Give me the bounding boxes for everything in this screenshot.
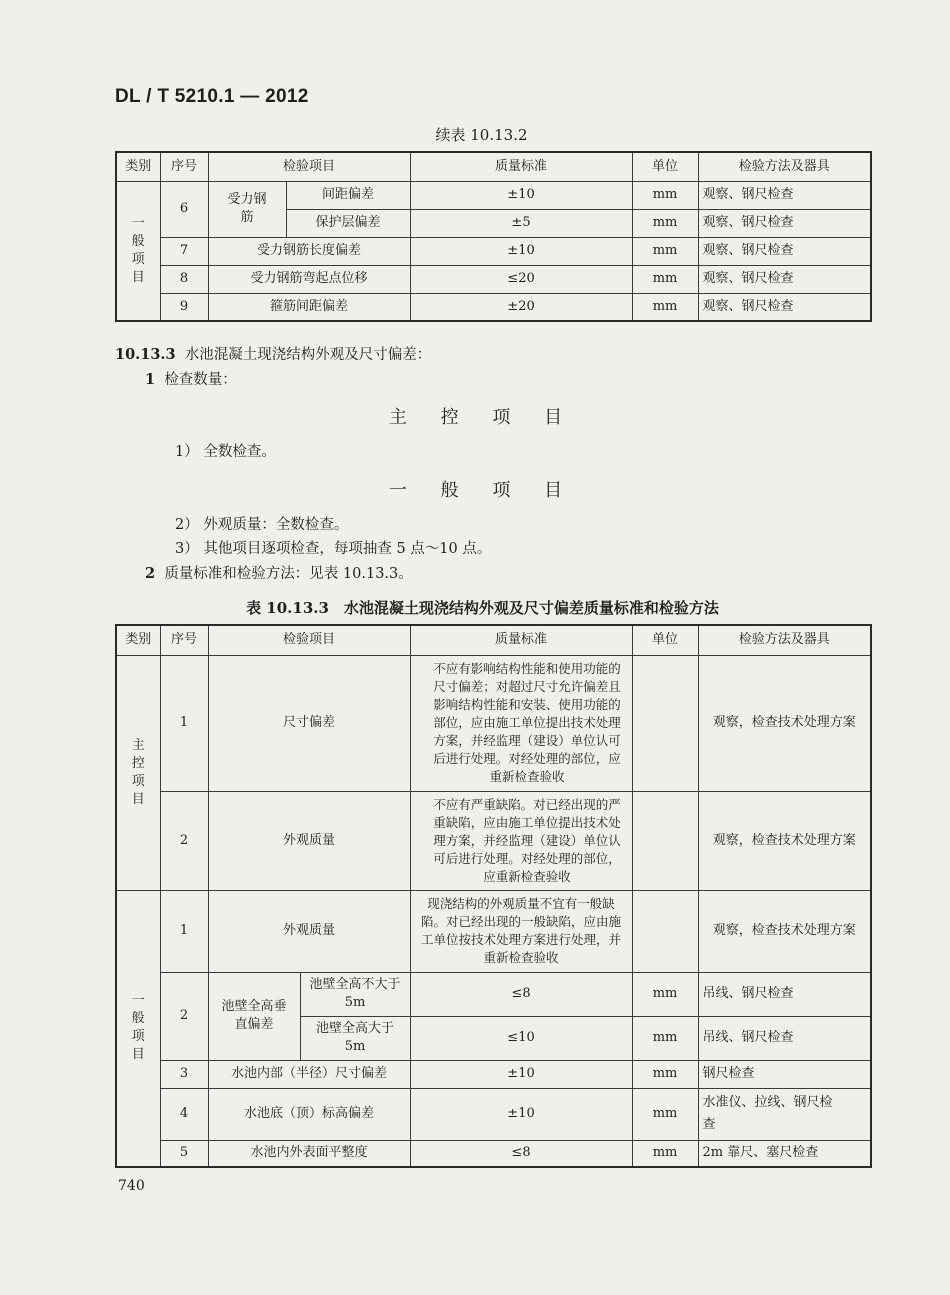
standard-cell: ≤8 — [410, 972, 632, 1016]
method-cell: 观察，检查技术处理方案 — [698, 791, 871, 890]
sub-item-3: 3） 其他项目逐项检查，每项抽查 5 点～10 点。 — [175, 541, 492, 557]
method-cell: 2m 靠尺、塞尺检查 — [698, 1140, 871, 1167]
standard-cell: ≤8 — [410, 1140, 632, 1167]
item-cell: 外观质量 — [208, 791, 410, 890]
header-item: 检验项目 — [208, 625, 410, 655]
standard-cell: ±5 — [410, 209, 632, 237]
unit-cell: mm — [632, 181, 698, 209]
standard-cell: ≤20 — [410, 265, 632, 293]
row-number: 3 — [160, 1060, 208, 1088]
standard-cell: 不应有严重缺陷。对已经出现的严重缺陷，应由施工单位提出技术处理方案，并经监理（建设）单位认可后进行处理。对经处理的部位，应重新检查验收 — [410, 791, 632, 890]
table-row — [116, 293, 871, 321]
method-cell: 观察、钢尺检查 — [698, 293, 871, 321]
row-number: 4 — [160, 1088, 208, 1140]
method-cell: 吊线、钢尺检查 — [698, 1016, 871, 1060]
sub-item-2: 2） 外观质量：全数检查。 — [175, 517, 349, 533]
standard-cell: ±10 — [410, 181, 632, 209]
header-standard: 质量标准 — [410, 152, 632, 181]
method-cell: 观察，检查技术处理方案 — [698, 890, 871, 972]
standard-cell: ≤10 — [410, 1016, 632, 1060]
item-2 — [145, 562, 413, 583]
table2 — [115, 624, 872, 1168]
unit-cell: mm — [632, 972, 698, 1016]
unit-cell: mm — [632, 1060, 698, 1088]
method-cell: 观察、钢尺检查 — [698, 181, 871, 209]
group-cell: 受力钢筋 — [208, 181, 286, 237]
header-standard: 质量标准 — [410, 625, 632, 655]
item-cell: 间距偏差 — [286, 181, 410, 209]
sub-item-1: 1） 全数检查。 — [175, 444, 276, 460]
row-number: 1 — [160, 890, 208, 972]
item-cell: 受力钢筋弯起点位移 — [208, 265, 410, 293]
item-number: 1 — [145, 371, 156, 388]
unit-cell: mm — [632, 237, 698, 265]
table1 — [115, 151, 872, 322]
header-method: 检验方法及器具 — [698, 625, 871, 655]
header-no: 序号 — [160, 152, 208, 181]
document-header: DL / T 5210.1 — 2012 — [115, 86, 309, 107]
standard-cell: ±10 — [410, 237, 632, 265]
table-row — [116, 1060, 871, 1088]
unit-cell — [632, 890, 698, 972]
unit-cell: mm — [632, 209, 698, 237]
item-cell: 水池内外表面平整度 — [208, 1140, 410, 1167]
row-number: 7 — [160, 237, 208, 265]
row-number: 8 — [160, 265, 208, 293]
table-row — [116, 655, 871, 791]
standard-cell: ±10 — [410, 1088, 632, 1140]
row-number: 5 — [160, 1140, 208, 1167]
method-cell: 观察、钢尺检查 — [698, 209, 871, 237]
standard-cell: ±10 — [410, 1060, 632, 1088]
method-cell: 观察，检查技术处理方案 — [698, 655, 871, 791]
table-row — [116, 890, 871, 972]
method-cell: 吊线、钢尺检查 — [698, 972, 871, 1016]
table-row — [116, 265, 871, 293]
row-number: 9 — [160, 293, 208, 321]
table-row — [116, 972, 871, 1016]
item-text: 质量标准和检验方法：见表 10.13.3。 — [164, 566, 413, 582]
table2-caption: 表 10.13.3 水池混凝土现浇结构外观及尺寸偏差质量标准和检验方法 — [246, 599, 719, 617]
table-row — [116, 791, 871, 890]
page-number: 740 — [118, 1178, 145, 1194]
table1-caption: 续表 10.13.2 — [435, 126, 528, 144]
category-cell: 一般项目 — [116, 181, 160, 321]
item-number: 2 — [145, 565, 156, 582]
method-cell: 观察、钢尺检查 — [698, 237, 871, 265]
table-row — [116, 237, 871, 265]
item-cell: 水池内部（半径）尺寸偏差 — [208, 1060, 410, 1088]
row-number: 1 — [160, 655, 208, 791]
standard-cell: ±20 — [410, 293, 632, 321]
row-number: 2 — [160, 972, 208, 1060]
method-cell: 钢尺检查 — [698, 1060, 871, 1088]
header-method: 检验方法及器具 — [698, 152, 871, 181]
header-category: 类别 — [116, 625, 160, 655]
item-cell: 池壁全高不大于5m — [300, 972, 410, 1016]
unit-cell: mm — [632, 1140, 698, 1167]
category-cell: 主控项目 — [116, 655, 160, 890]
header-unit: 单位 — [632, 625, 698, 655]
table-row — [116, 1088, 871, 1140]
table-row — [116, 1140, 871, 1167]
method-cell: 水准仪、拉线、钢尺检查 — [698, 1088, 871, 1140]
section-title: 水池混凝土现浇结构外观及尺寸偏差： — [184, 347, 432, 363]
item-text: 检查数量： — [164, 372, 237, 388]
item-cell: 受力钢筋长度偏差 — [208, 237, 410, 265]
unit-cell: mm — [632, 1016, 698, 1060]
item-cell: 尺寸偏差 — [208, 655, 410, 791]
row-number: 6 — [160, 181, 208, 237]
header-no: 序号 — [160, 625, 208, 655]
item-cell: 箍筋间距偏差 — [208, 293, 410, 321]
table1-header-row — [116, 152, 871, 181]
row-number: 2 — [160, 791, 208, 890]
unit-cell: mm — [632, 1088, 698, 1140]
item-cell: 外观质量 — [208, 890, 410, 972]
main-items-heading: 主 控 项 目 — [388, 407, 577, 428]
general-items-heading: 一 般 项 目 — [388, 480, 577, 501]
item-cell: 保护层偏差 — [286, 209, 410, 237]
item-cell: 池壁全高大于5m — [300, 1016, 410, 1060]
method-cell: 观察、钢尺检查 — [698, 265, 871, 293]
table2-header-row — [116, 625, 871, 655]
group-cell: 池壁全高垂直偏差 — [208, 972, 300, 1060]
standard-cell: 现浇结构的外观质量不宜有一般缺陷。对已经出现的一般缺陷，应由施工单位按技术处理方案进行处理，并重新检查验收 — [410, 890, 632, 972]
unit-cell — [632, 791, 698, 890]
item-cell: 水池底（顶）标高偏差 — [208, 1088, 410, 1140]
item-1 — [145, 368, 237, 389]
header-item: 检验项目 — [208, 152, 410, 181]
header-category: 类别 — [116, 152, 160, 181]
unit-cell: mm — [632, 265, 698, 293]
unit-cell: mm — [632, 293, 698, 321]
unit-cell — [632, 655, 698, 791]
section-number: 10.13.3 — [115, 346, 176, 363]
table-row — [116, 181, 871, 209]
standard-cell: 不应有影响结构性能和使用功能的尺寸偏差；对超过尺寸允许偏差且影响结构性能和安装、使用功能的部位，应由施工单位提出技术处理方案，并经监理（建设）单位认可后进行处理。对经处理的部位，应重新检查验收 — [410, 655, 632, 791]
category-cell: 一般项目 — [116, 890, 160, 1167]
section-heading — [115, 343, 431, 364]
header-unit: 单位 — [632, 152, 698, 181]
